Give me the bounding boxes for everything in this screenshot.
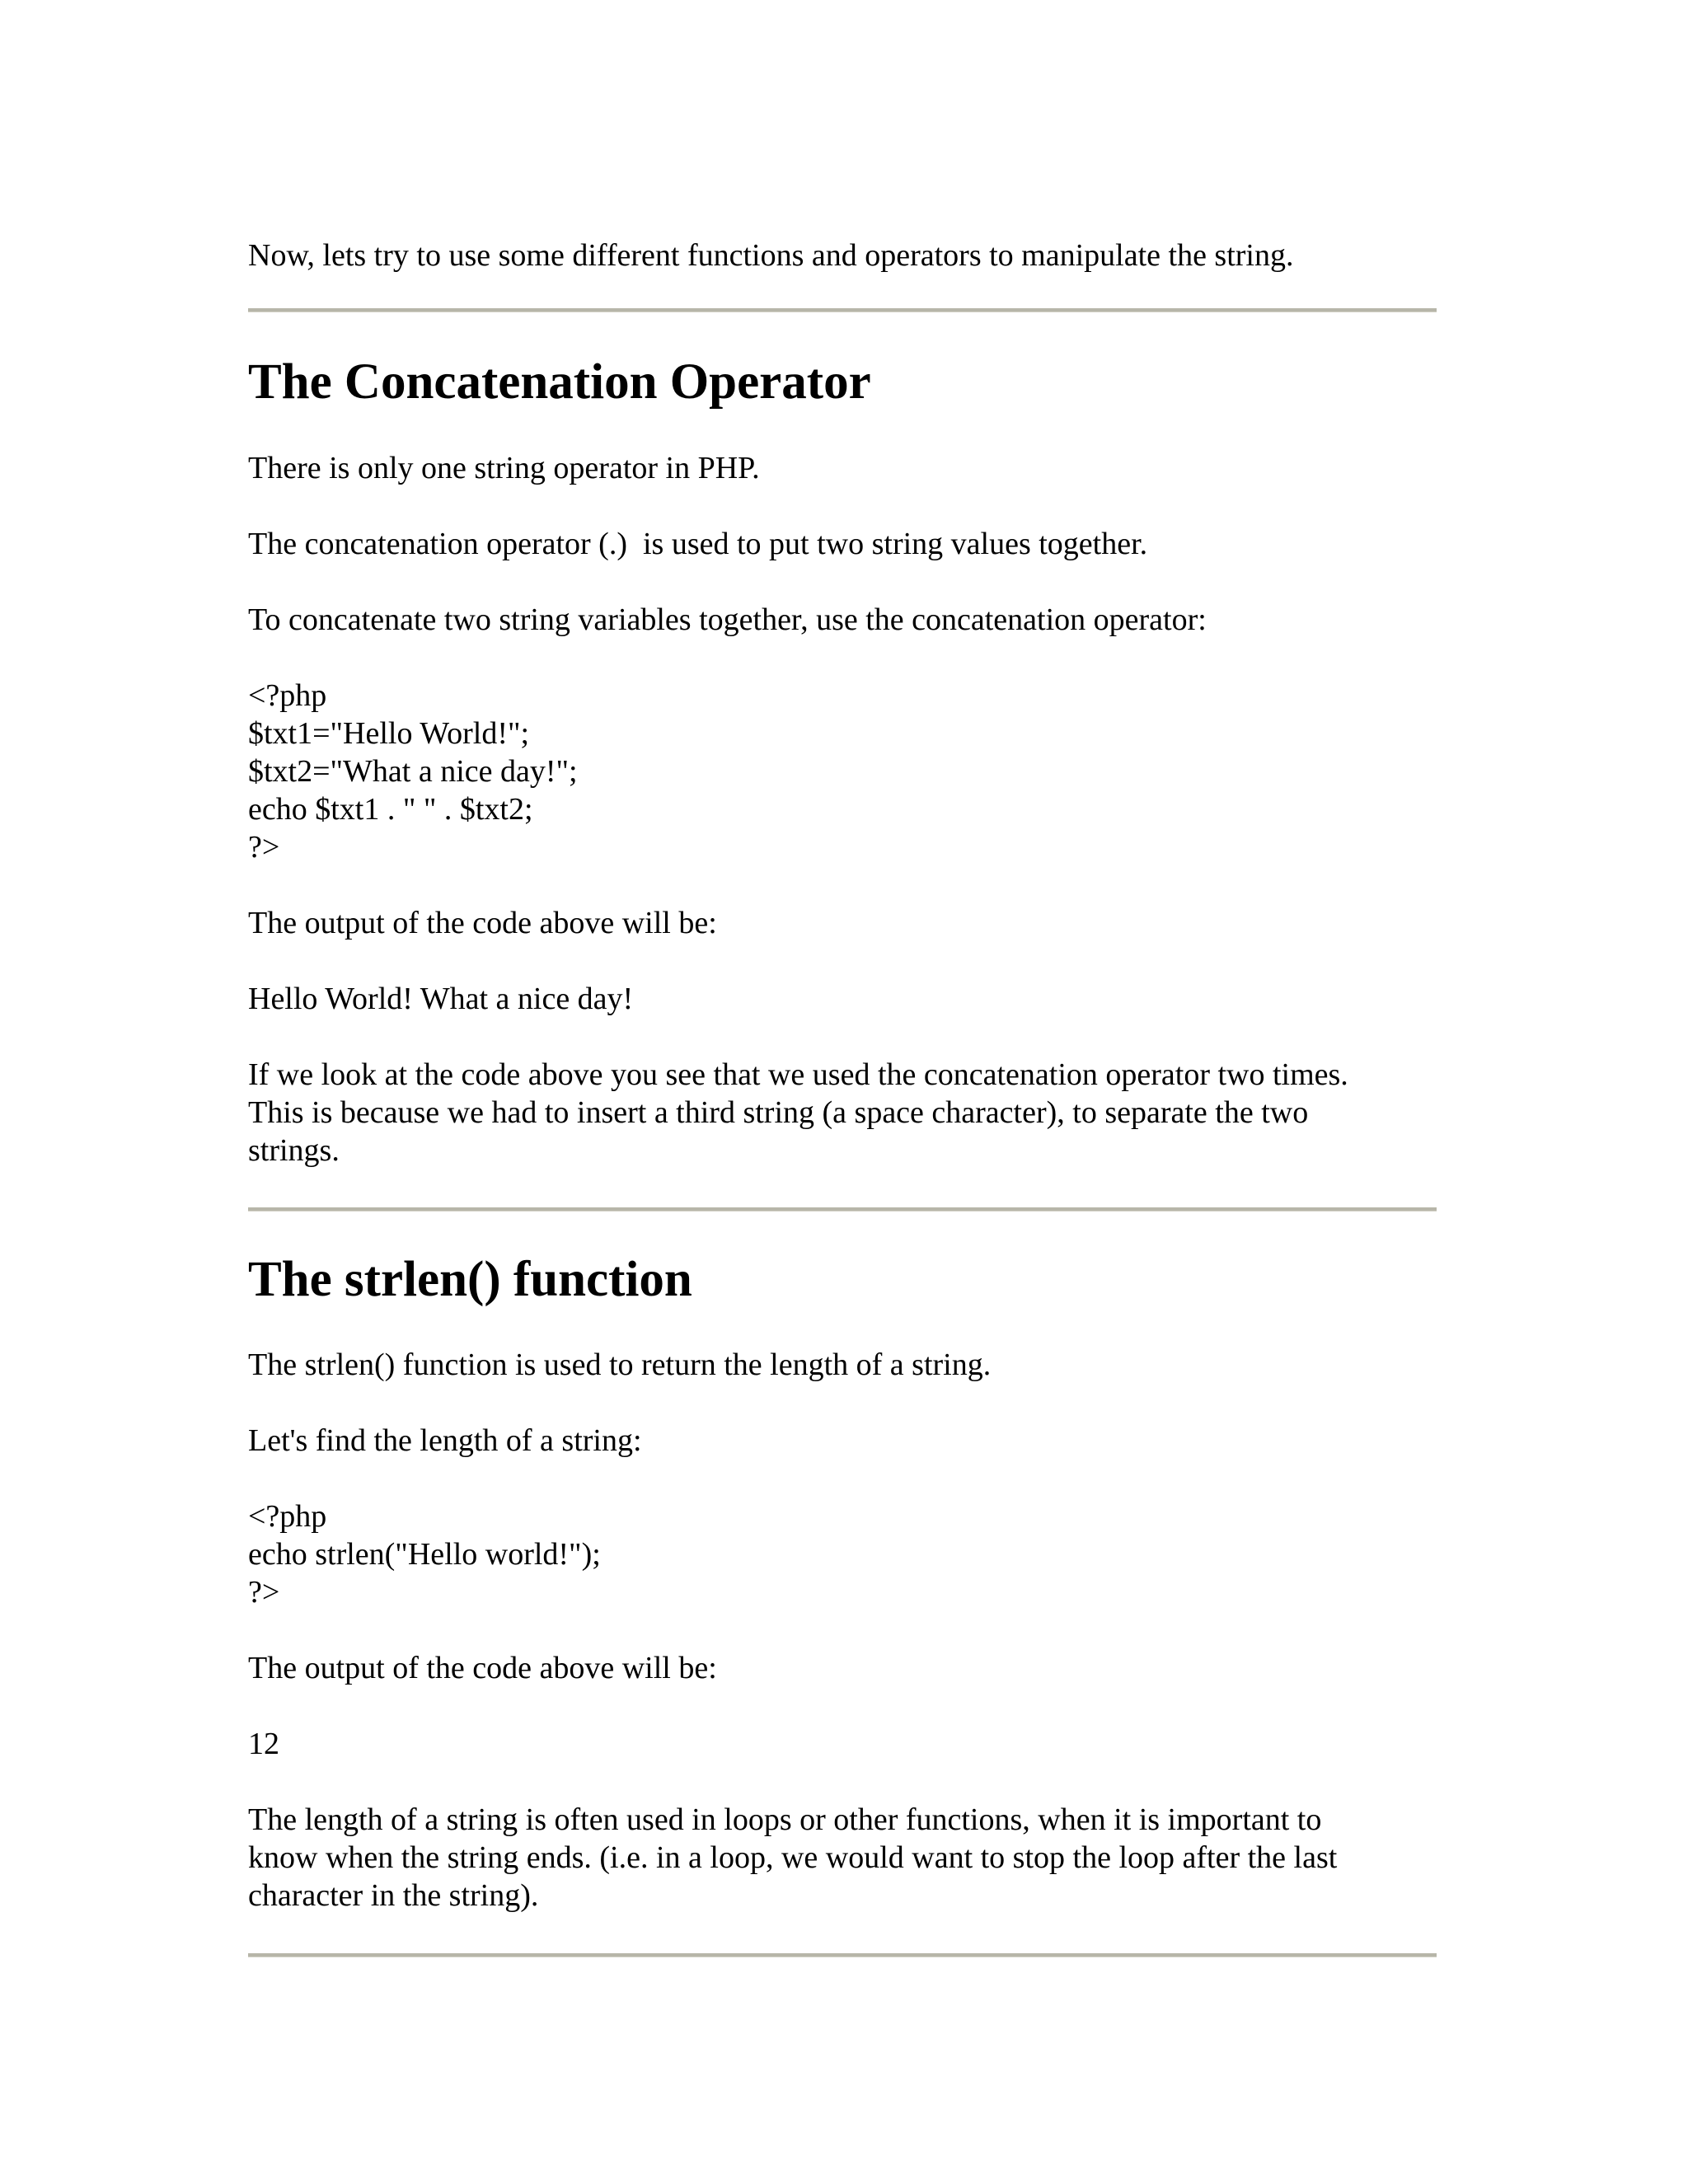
code-line: ?> (248, 1575, 280, 1610)
explanation-line: This is because we had to insert a third string (a space character), to separate the two (248, 1095, 1309, 1130)
explanation-line: The length of a string is often used in loops or other functions, when it is important to (248, 1802, 1322, 1837)
section-divider (248, 1207, 1437, 1212)
section-divider (248, 1953, 1437, 1957)
code-line: echo $txt1 . " " . $txt2; (248, 792, 533, 827)
code-line: echo strlen("Hello world!"); (248, 1537, 601, 1572)
explanation-line: If we look at the code above you see that we used the concatenation operator two times. (248, 1057, 1348, 1092)
section-heading-strlen: The strlen() function (248, 1252, 692, 1307)
output-value: Hello World! What a nice day! (248, 982, 634, 1016)
paragraph: Let's find the length of a string: (248, 1423, 642, 1458)
output-value: 12 (248, 1727, 279, 1761)
code-line: $txt2="What a nice day!"; (248, 754, 578, 789)
code-line: <?php (248, 1499, 327, 1534)
paragraph: To concatenate two string variables together, use the concatenation operator: (248, 602, 1207, 637)
explanation-line: know when the string ends. (i.e. in a loop, we would want to stop the loop after the last (248, 1840, 1338, 1875)
intro-paragraph: Now, lets try to use some different functions and operators to manipulate the string. (248, 238, 1294, 273)
section-heading-concatenation: The Concatenation Operator (248, 354, 871, 410)
output-label: The output of the code above will be: (248, 1651, 717, 1685)
output-label: The output of the code above will be: (248, 906, 717, 940)
section-divider (248, 308, 1437, 312)
explanation-line: character in the string). (248, 1878, 539, 1913)
code-line: <?php (248, 678, 327, 713)
explanation-line: strings. (248, 1133, 340, 1168)
code-line: ?> (248, 830, 280, 865)
paragraph: The concatenation operator (.) is used to put two string values together. (248, 527, 1148, 561)
paragraph: The strlen() function is used to return the length of a string. (248, 1347, 992, 1382)
code-line: $txt1="Hello World!"; (248, 716, 530, 751)
paragraph: There is only one string operator in PHP. (248, 451, 760, 485)
